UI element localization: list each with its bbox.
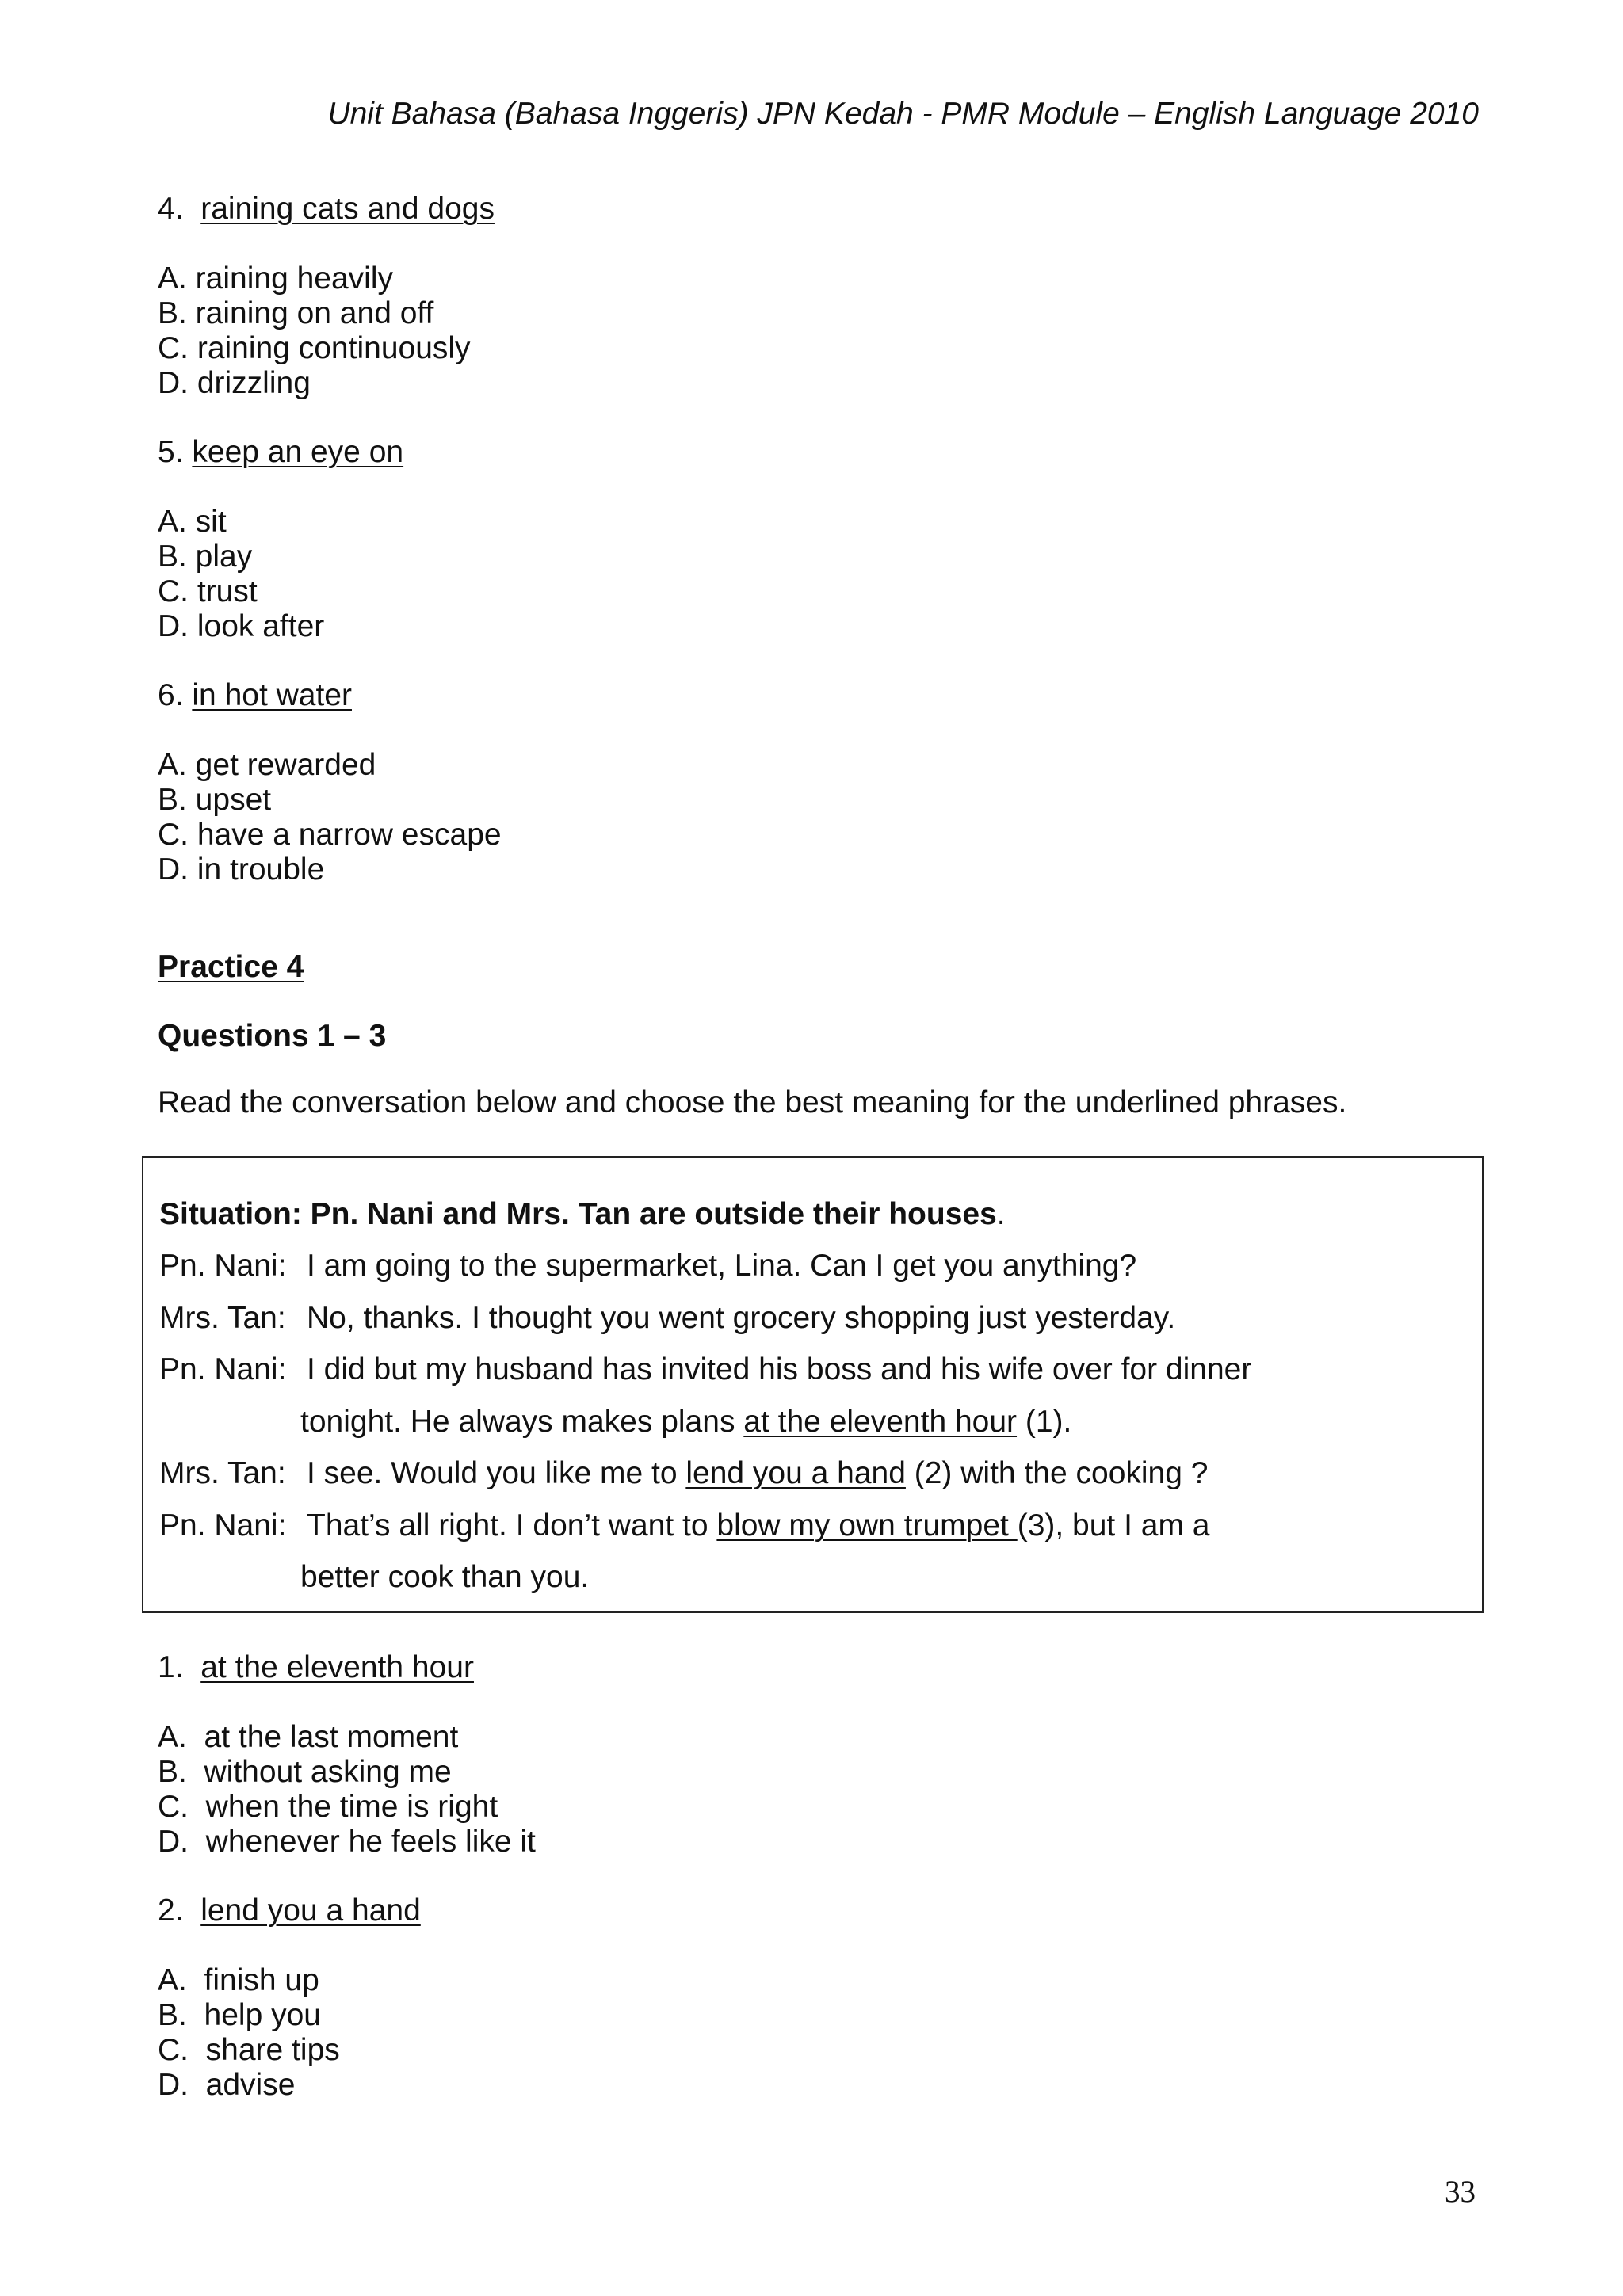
speech-text	[307, 1301, 1175, 1336]
speech-part: That’s all right. I don’t want to	[307, 1508, 717, 1543]
situation-end: .	[996, 1197, 1006, 1231]
speech-part: I see. Would you like me to	[307, 1456, 686, 1490]
page-number: 33	[1445, 2175, 1476, 2209]
situation-text: Pn. Nani and Mrs. Tan are outside their houses	[310, 1197, 997, 1231]
speaker-label: Pn. Nani:	[159, 1352, 287, 1386]
option-c: C. when the time is right	[158, 1790, 498, 1824]
speech-part: (3), but I am a	[1017, 1508, 1210, 1543]
question-number: 1.	[158, 1650, 184, 1684]
question-number: 5.	[158, 435, 184, 469]
speech-part: I did but my husband has invited his boss and his wife over for dinner	[307, 1352, 1252, 1386]
option-a: A. raining heavily	[158, 261, 393, 296]
situation-label: Situation:	[159, 1197, 302, 1231]
option-a: A. at the last moment	[158, 1720, 459, 1754]
option-a: A. sit	[158, 505, 227, 539]
underlined-phrase: keep an eye on	[192, 435, 404, 469]
option-c: C. have a narrow escape	[158, 818, 502, 852]
question-number: 4.	[158, 192, 184, 226]
option-c: C. trust	[158, 574, 258, 608]
option-d: D. in trouble	[158, 852, 325, 887]
speaker-label: Pn. Nani:	[159, 1249, 287, 1283]
question-title	[158, 192, 495, 227]
underlined-phrase: lend you a hand	[685, 1456, 906, 1490]
question-1	[158, 1650, 536, 1859]
speech-text	[307, 1249, 1136, 1283]
speech-part: tonight. He always makes plans	[300, 1405, 744, 1439]
question-5	[158, 435, 403, 644]
dialogue-continuation	[300, 1405, 1071, 1440]
question-6	[158, 678, 502, 887]
option-b: B. raining on and off	[158, 296, 434, 330]
option-b: B. help you	[158, 1998, 321, 2032]
speech-text	[307, 1508, 1209, 1543]
question-number: 2.	[158, 1894, 184, 1928]
underlined-phrase: at the eleventh hour	[743, 1405, 1018, 1439]
speech-part: (2) with the cooking ?	[905, 1456, 1209, 1490]
conversation-box	[142, 1156, 1484, 1613]
questions-heading: Questions 1 – 3	[158, 1019, 387, 1053]
question-title	[158, 435, 403, 470]
option-a: A. finish up	[158, 1963, 319, 1997]
option-d: D. drizzling	[158, 366, 311, 400]
speech-part: No, thanks. I thought you went grocery shopping just yesterday.	[307, 1301, 1176, 1335]
option-d: D. whenever he feels like it	[158, 1825, 536, 1859]
option-c: C. share tips	[158, 2033, 340, 2067]
speaker-label: Mrs. Tan:	[159, 1456, 286, 1490]
underlined-phrase: in hot water	[192, 678, 352, 712]
question-number: 6.	[158, 678, 184, 712]
page-header: Unit Bahasa (Bahasa Inggeris) JPN Kedah - PMR Module – English Language 2010	[327, 97, 1479, 131]
question-4	[158, 192, 495, 401]
question-2	[158, 1894, 421, 2103]
speech-part: better cook than you.	[300, 1560, 590, 1594]
underlined-phrase: at the eleventh hour	[200, 1650, 474, 1684]
underlined-phrase: raining cats and dogs	[200, 192, 495, 226]
practice-title-text: Practice 4	[158, 950, 304, 984]
option-c: C. raining continuously	[158, 331, 471, 365]
dialogue-continuation	[300, 1560, 589, 1595]
speech-text	[307, 1456, 1208, 1491]
question-title	[158, 678, 502, 713]
underlined-phrase: lend you a hand	[200, 1894, 421, 1928]
practice-title	[158, 950, 304, 985]
option-b: B. upset	[158, 783, 272, 817]
speech-part: I am going to the supermarket, Lina. Can I get you anything?	[307, 1249, 1137, 1283]
situation-line	[159, 1197, 1006, 1232]
question-title	[158, 1650, 536, 1685]
option-b: B. play	[158, 540, 253, 574]
option-a: A. get rewarded	[158, 748, 376, 782]
speech-part: (1).	[1017, 1405, 1072, 1439]
speaker-label: Pn. Nani:	[159, 1508, 287, 1543]
question-title	[158, 1894, 421, 1928]
speech-text	[307, 1352, 1251, 1387]
instruction-text: Read the conversation below and choose the best meaning for the underlined phrases.	[158, 1085, 1347, 1119]
underlined-phrase: blow my own trumpet	[716, 1508, 1018, 1543]
option-d: D. look after	[158, 609, 325, 643]
speaker-label: Mrs. Tan:	[159, 1301, 286, 1335]
option-b: B. without asking me	[158, 1755, 452, 1789]
option-d: D. advise	[158, 2068, 296, 2102]
